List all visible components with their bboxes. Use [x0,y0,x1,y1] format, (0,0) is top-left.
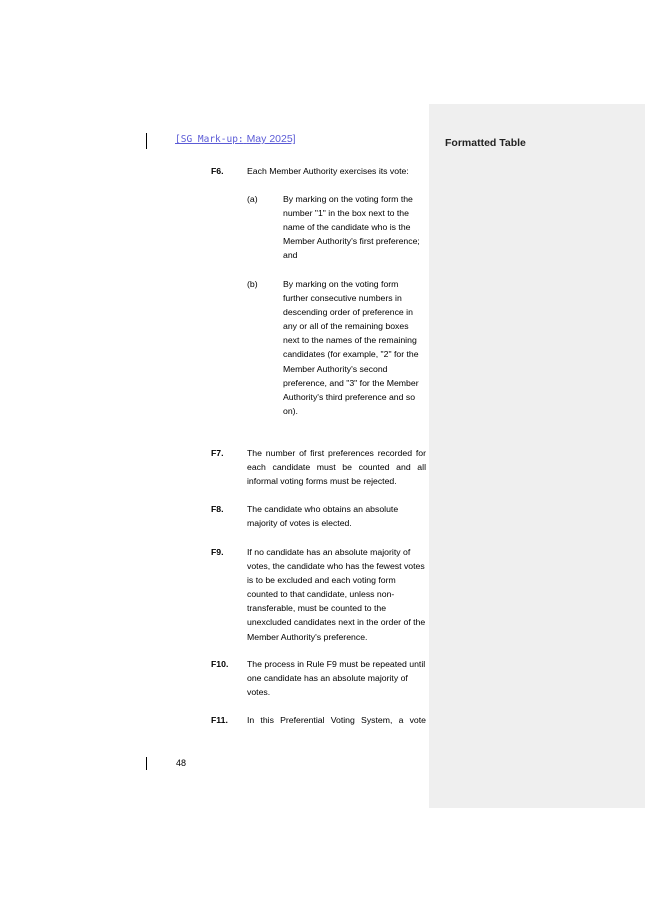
rule-number: F11. [211,715,228,725]
rule-f7 [211,446,426,488]
rule-number: F9. [211,547,224,557]
sub-label: (a) [247,194,258,204]
rule-f8 [211,502,426,530]
rule-number: F8. [211,504,224,514]
change-bar-bottom [146,757,147,770]
sub-text: By marking on the voting form further consecutive numbers in descending order of preference in any or all of the remaining boxes next to the names of the remaining candidates (for example, "2" for the Member Authority's second preference, and "3" for the Member Authority's third preference and so on). [283,279,419,416]
markup-prefix: [SG Mark-up: [175,134,244,145]
rule-number: F10. [211,659,229,669]
markup-date: May 2025] [246,133,296,145]
rule-number: F7. [211,448,224,458]
rule-f6-b [247,277,427,418]
rule-f10 [211,657,426,699]
rule-text: The process in Rule F9 must be repeated until one candidate has an absolute majority of votes. [247,659,426,698]
rule-text: The number of first preferences recorded for each candidate must be counted and all informal voting forms must be rejected. [247,448,426,487]
rule-text: If no candidate has an absolute majority of votes, the candidate who has the fewest votes is to be excluded and each voting form counted to that candidate, unless non-transferable, must be counted to the unexcluded candidates next in the order of the Member Authority's preference. [247,547,426,642]
rule-text: The candidate who obtains an absolute majority of votes is elected. [247,504,399,529]
comment-title: Formatted Table [445,137,526,149]
change-bar-top [146,133,147,149]
rule-number: F6. [211,166,224,176]
sub-label: (b) [247,279,258,289]
rule-f11 [211,713,426,727]
sub-text: By marking on the voting form the number "1" in the box next to the name of the candidate who is the Member Authority's first preference; and [283,194,420,261]
rule-text: In this Preferential Voting System, a vote [247,715,426,725]
rule-f6-a [247,192,427,262]
markup-header [175,133,296,145]
rule-f6 [211,164,426,178]
comment-pane [429,104,645,808]
rule-f9 [211,545,426,644]
page-number: 48 [176,758,187,768]
rule-text: Each Member Authority exercises its vote: [247,166,409,176]
